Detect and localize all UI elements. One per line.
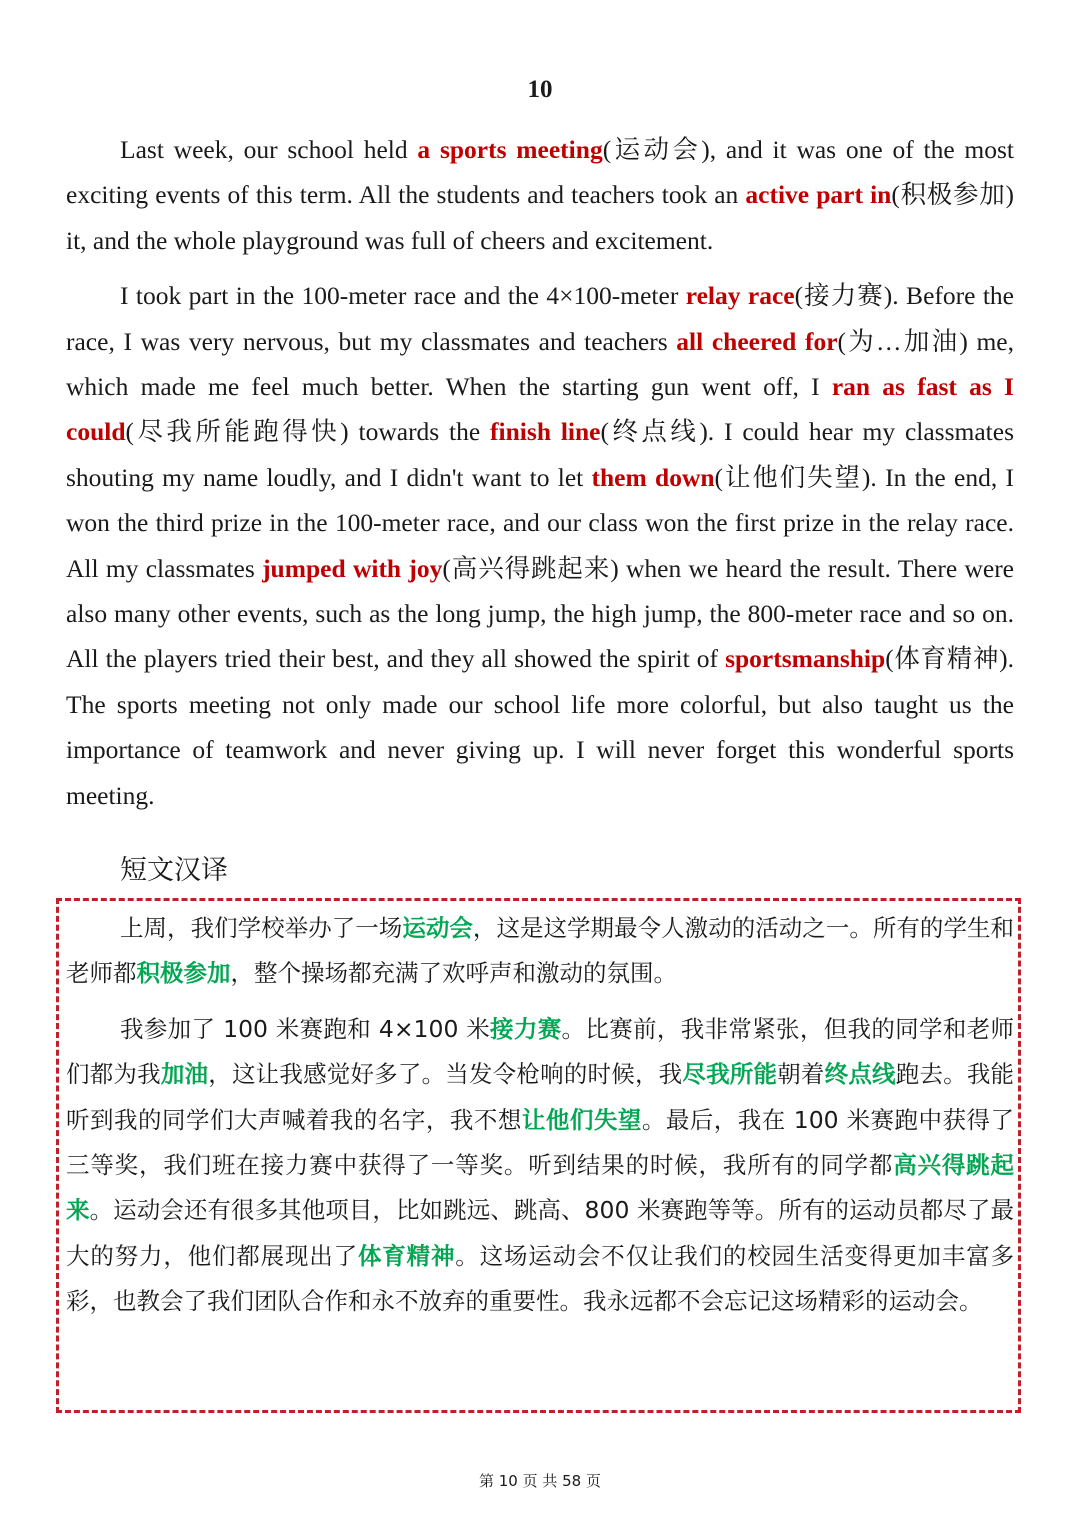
- english-highlight-phrase: ran as fast as I could: [66, 372, 1014, 447]
- chinese-text-segment: 。这场运动会不仅让我们的校园生活变得更加丰富多彩，也教会了我们团队合作和永不放弃的重要性。我永远都不会忘记这场精彩的运动会。: [66, 1241, 1015, 1316]
- chinese-highlight-phrase: 积极参加: [136, 959, 231, 988]
- english-highlight-phrase: sportsmanship: [725, 644, 886, 674]
- english-paragraph: [66, 127, 1014, 263]
- chinese-text-segment: 跑去。我能听到我的同学们大声喊着我的名字，我不想: [66, 1060, 1015, 1134]
- english-text-segment: (运动会), and it was one of the most exciting events of this term. All the students and teachers took an: [66, 135, 1015, 210]
- chinese-text-segment: ，这是这学期最令人激动的活动之一。所有的学生和老师都: [66, 914, 1015, 988]
- chinese-text-segment: 上周，我们学校举办了一场: [120, 914, 403, 942]
- chinese-highlight-phrase: 让他们失望: [521, 1105, 642, 1134]
- english-highlight-phrase: all cheered for: [676, 326, 838, 356]
- english-highlight-phrase: jumped with joy: [262, 553, 443, 583]
- chinese-paragraph: [66, 906, 1014, 997]
- chinese-highlight-phrase: 尽我所能: [682, 1060, 778, 1089]
- chinese-highlight-phrase: 体育精神: [357, 1241, 456, 1270]
- chinese-text-segment: ，整个操场都充满了欢呼声和激动的氛围。: [230, 959, 677, 988]
- page-footer: 第 10 页 共 58 页: [478, 1472, 601, 1490]
- english-text-segment: (积极参加) it, and the whole playground was full of cheers and excitement.: [66, 180, 1014, 255]
- english-text-segment: I took part in the 100-meter race and the 4×100-meter: [120, 281, 686, 311]
- english-text-segment: (为…加油) me, which made me feel much better. When the starting gun went off, I: [66, 326, 1014, 402]
- english-text-segment: (体育精神). The sports meeting not only made our school life more colorful, but also taught us the importance of teamwork and never giving up. I will never forget this wonderful sports meeting.: [66, 644, 1015, 810]
- english-highlight-phrase: a sports meeting: [417, 135, 603, 164]
- translation-heading: 短文汉译: [120, 855, 228, 886]
- english-paragraph: [66, 273, 1014, 818]
- chinese-text-segment: 朝着: [777, 1060, 825, 1089]
- chinese-text-segment: 。最后，我在 100 米赛跑中获得了三等奖，我们班在接力赛中获得了一等奖。听到结果的时候，我所有的同学都: [66, 1105, 1015, 1180]
- english-highlight-phrase: finish line: [490, 417, 601, 447]
- english-text-segment: (终点线). I could hear my classmates shouting my name loudly, and I didn't want to let: [66, 417, 1014, 492]
- chinese-highlight-phrase: 加油: [160, 1060, 209, 1089]
- english-text-segment: Last week, our school held: [120, 135, 418, 164]
- english-highlight-phrase: active part in: [745, 180, 892, 210]
- chinese-paragraph: [66, 1007, 1014, 1325]
- page-number-heading: 10: [527, 76, 553, 103]
- chinese-highlight-phrase: 终点线: [824, 1060, 896, 1089]
- english-passage: [66, 127, 1014, 828]
- chinese-highlight-phrase: 运动会: [402, 914, 473, 942]
- english-highlight-phrase: them down: [591, 462, 715, 492]
- chinese-text-segment: 。运动会还有很多其他项目，比如跳远、跳高、800 米赛跑等等。所有的运动员都尽了最大的努力，他们都展现出了: [66, 1196, 1015, 1270]
- chinese-translation: [66, 906, 1014, 1335]
- chinese-text-segment: ，这让我感觉好多了。当发令枪响的时候，我: [208, 1060, 683, 1089]
- english-text-segment: (高兴得跳起来) when we heard the result. There were also many other events, such as the long jump, the high jump, the 800-meter race and so on. All the players tried their best, and they all showed the spirit of: [66, 553, 1014, 674]
- chinese-text-segment: 。比赛前，我非常紧张，但我的同学和老师们都为我: [66, 1014, 1015, 1089]
- chinese-highlight-phrase: 高兴得跳起来: [66, 1151, 1015, 1225]
- english-text-segment: (尽我所能跑得快) towards the: [125, 417, 491, 447]
- english-text-segment: (让他们失望). In the end, I won the third prize in the 100-meter race, and our class won the first prize in the relay race. All my classmates: [66, 462, 1014, 583]
- english-text-segment: (接力赛). Before the race, I was very nervous, but my classmates and teachers: [66, 281, 1015, 356]
- chinese-highlight-phrase: 接力赛: [490, 1014, 562, 1043]
- english-highlight-phrase: relay race: [685, 281, 795, 311]
- chinese-text-segment: 我参加了 100 米赛跑和 4×100 米: [120, 1014, 491, 1043]
